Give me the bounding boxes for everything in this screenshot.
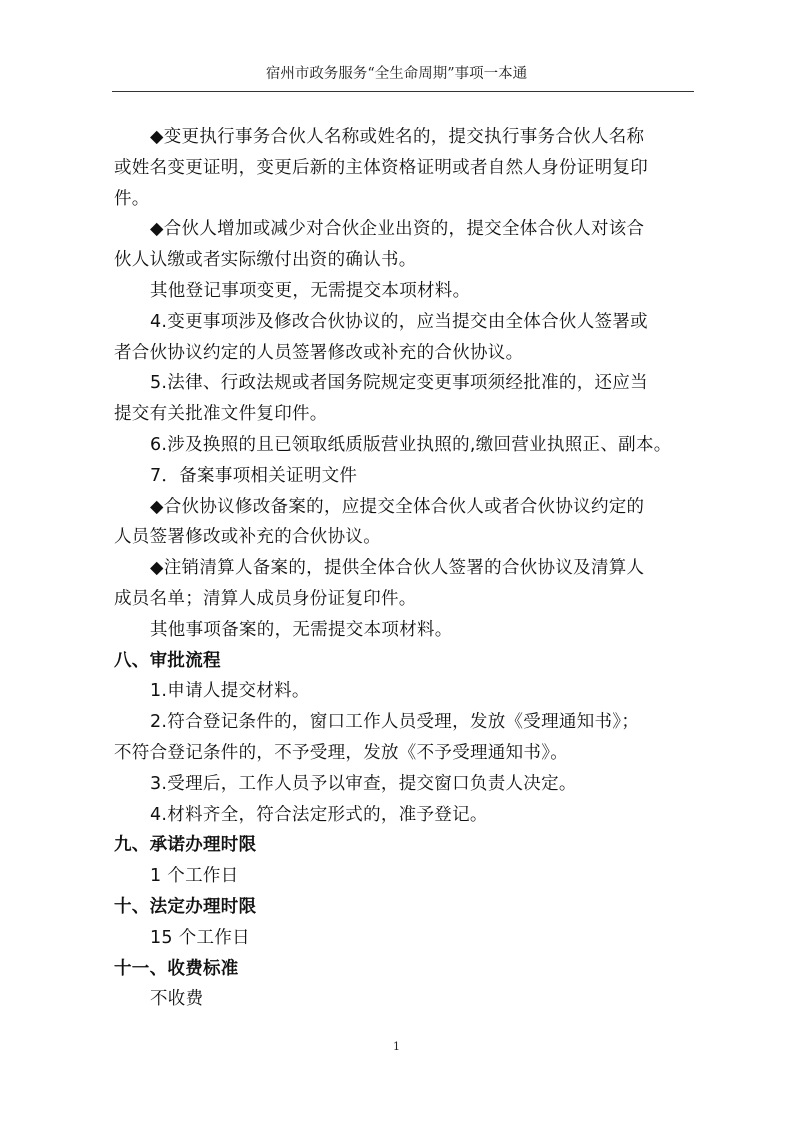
- paragraph-line: 或姓名变更证明，变更后新的主体资格证明或者自然人身份证明复印: [114, 157, 648, 178]
- section-heading-promised-time: 九、承诺办理时限: [114, 835, 257, 856]
- page-number: 1: [393, 1040, 400, 1053]
- paragraph-line: 伙人认缴或者实际缴付出资的确认书。: [114, 250, 417, 271]
- paragraph-line: 者合伙协议约定的人员签署修改或补充的合伙协议。: [114, 342, 524, 363]
- paragraph-line: 人员签署修改或补充的合伙协议。: [114, 527, 381, 548]
- paragraph-line: 件。: [114, 188, 150, 209]
- paragraph-line: 5.法律、行政法规或者国务院规定变更事项须经批准的，还应当: [150, 373, 648, 394]
- paragraph-line: 成员名单；清算人成员身份证复印件。: [114, 588, 417, 609]
- page-header: 宿州市政务服务“全生命周期”事项一本通: [265, 66, 528, 82]
- paragraph-line: 4.变更事项涉及修改合伙协议的，应当提交由全体合伙人签署或: [150, 311, 648, 332]
- fee-value: 不收费: [150, 989, 204, 1010]
- paragraph-line: ◆注销清算人备案的，提供全体合伙人签署的合伙协议及清算人: [150, 558, 645, 579]
- process-step: 4.材料齐全，符合法定形式的，准予登记。: [150, 804, 488, 825]
- process-step: 3.受理后，工作人员予以审查，提交窗口负责人决定。: [150, 773, 577, 794]
- paragraph-line: 7．备案事项相关证明文件: [150, 465, 358, 486]
- process-step: 1.申请人提交材料。: [150, 681, 310, 702]
- paragraph-line: ◆合伙协议修改备案的，应提交全体合伙人或者合伙协议约定的: [150, 496, 645, 517]
- section-heading-legal-time: 十、法定办理时限: [114, 896, 257, 917]
- section-heading-fee: 十一、收费标准: [114, 958, 239, 979]
- process-step: 2.符合登记条件的，窗口工作人员受理，发放《受理通知书》；: [150, 712, 640, 733]
- header-divider: [112, 91, 694, 92]
- paragraph-line: 其他事项备案的，无需提交本项材料。: [150, 619, 453, 640]
- paragraph-line: ◆变更执行事务合伙人名称或姓名的，提交执行事务合伙人名称: [150, 127, 645, 147]
- paragraph-line: 6.涉及换照的且已领取纸质版营业执照的,缴回营业执照正、副本。: [150, 434, 672, 455]
- process-step: 不符合登记条件的，不予受理，发放《不予受理通知书》。: [114, 742, 569, 763]
- paragraph-line: ◆合伙人增加或减少对合伙企业出资的，提交全体合伙人对该合: [150, 219, 645, 240]
- section-heading-approval-process: 八、审批流程: [114, 650, 221, 671]
- promised-time-value: 1 个工作日: [150, 866, 239, 887]
- paragraph-line: 其他登记事项变更，无需提交本项材料。: [150, 280, 471, 301]
- document-body: [114, 122, 694, 1015]
- legal-time-value: 15 个工作日: [150, 927, 250, 948]
- paragraph-line: 提交有关批准文件复印件。: [114, 404, 328, 425]
